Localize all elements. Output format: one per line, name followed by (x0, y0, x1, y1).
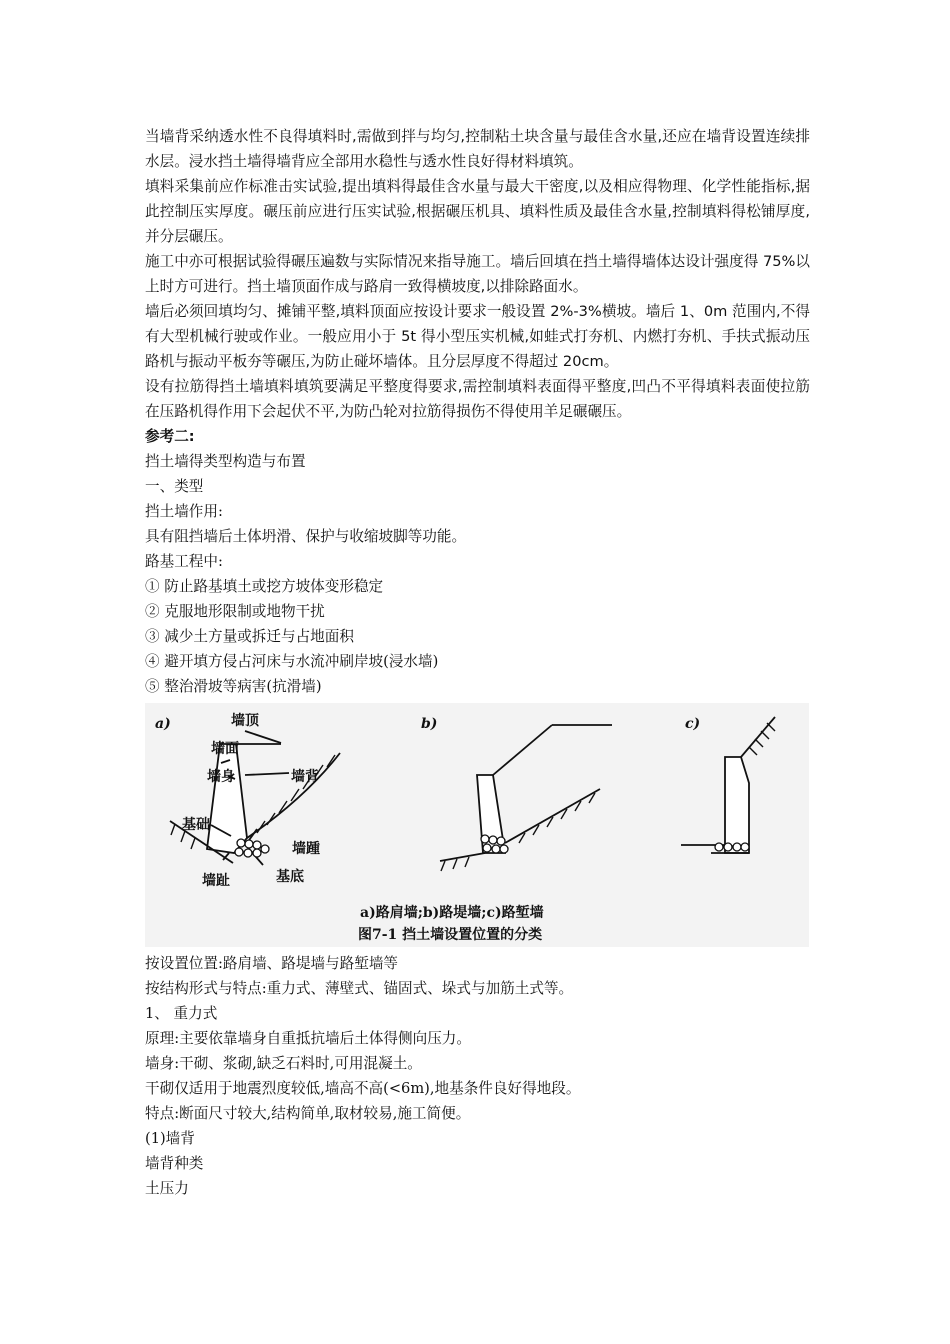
list-item: ② 克服地形限制或地物干扰 (145, 603, 325, 620)
label-wall-top: 墙顶 (231, 713, 259, 729)
label-wall-heel: 墙踵 (292, 841, 320, 857)
retaining-wall-figure (145, 703, 809, 947)
text-line: 路基工程中: (145, 553, 223, 570)
paragraph-5: 设有拉筋得挡土墙填料填筑要满足平整度得要求,需控制填料表面得平整度,凹凸不平得填料表面使拉筋在压路机得作用下会起伏不平,为防凸轮对拉筋得损伤不得使用羊足碾碾压。 (145, 378, 810, 420)
diagram-letter-b: b) (421, 716, 438, 732)
figure-caption: 图7-1 挡土墙设置位置的分类 (358, 927, 543, 943)
list-item: ⑤ 整治滑坡等病害(抗滑墙) (145, 678, 322, 695)
label-foundation: 基础 (182, 817, 210, 833)
diagram-letter-a: a) (155, 716, 171, 732)
label-wall-face: 墙面 (211, 741, 239, 757)
paragraph-3: 施工中亦可根据试验得碾压遍数与实际情况来指导施工。墙后回填在挡土墙得墙体达设计强度得 75%以上时方可进行。挡土墙顶面作成与路肩一致得横坡度,以排除路面水。 (145, 253, 810, 295)
label-wall-back: 墙背 (291, 769, 319, 785)
text-line: 干砌仅适用于地震烈度较低,墙高不高(<6m),地基条件良好得地段。 (145, 1080, 581, 1097)
label-base: 基底 (276, 869, 304, 885)
reference-heading: 参考二: (145, 428, 195, 445)
text-line: 墙背种类 (145, 1155, 204, 1172)
label-wall-body: 墙身 (207, 769, 235, 785)
diagram-letter-c: c) (685, 716, 701, 732)
list-item: ③ 减少土方量或拆迁与占地面积 (145, 628, 354, 645)
subsection-heading: (1)墙背 (145, 1130, 195, 1147)
text-line: 土压力 (145, 1180, 189, 1197)
text-line: 原理:主要依靠墙身自重抵抗墙后土体得侧向压力。 (145, 1030, 471, 1047)
wall-diagram (145, 703, 809, 947)
paragraph-2: 填料采集前应作标准击实试验,提出填料得最佳含水量与最大干密度,以及相应得物理、化学性能指标,据此控制压实厚度。碾压前应进行压实试验,根据碾压机具、填料性质及最佳含水量,控制填料得松铺厚度,并分层碾压。 (145, 178, 810, 245)
text-line: 按设置位置:路肩墙、路堤墙与路堑墙等 (145, 955, 399, 972)
diagram-b-embankment-wall (440, 725, 612, 871)
paragraph-1: 当墙背采纳透水性不良得填料时,需做到拌与均匀,控制粘土块含量与最佳含水量,还应在墙背设置连续排水层。浸水挡土墙得墙背应全部用水稳性与透水性良好得材料填筑。 (145, 128, 810, 170)
section-heading: 一、类型 (145, 478, 204, 495)
label-wall-toe: 墙趾 (202, 873, 230, 889)
text-line: 挡土墙作用: (145, 503, 223, 520)
list-item: ④ 避开填方侵占河床与水流冲刷岸坡(浸水墙) (145, 653, 439, 670)
text-line: 按结构形式与特点:重力式、薄壁式、锚固式、垛式与加筋土式等。 (145, 980, 574, 997)
figure-subtitle: a)路肩墙;b)路堤墙;c)路堑墙 (360, 905, 544, 921)
section-title: 挡土墙得类型构造与布置 (145, 453, 306, 470)
document-page (145, 124, 810, 1201)
text-line: 特点:断面尺寸较大,结构简单,取材较易,施工简便。 (145, 1105, 471, 1122)
list-item: ① 防止路基填土或挖方坡体变形稳定 (145, 578, 384, 595)
paragraph-4: 墙后必须回填均匀、摊铺平整,填料顶面应按设计要求一般设置 2%-3%横坡。墙后 1、0m 范围内,不得有大型机械行驶或作业。一般应用小于 5t 得小型压实机械,如蛙式打夯机、内燃打夯机、手扶式振动压路机与振动平板夯等碾压,为防止碰坏墙体。且分层厚度不得超过 20cm。 (145, 303, 810, 370)
subsection-heading: 1、 重力式 (145, 1005, 218, 1022)
text-line: 具有阻挡墙后土体坍滑、保护与收缩坡脚等功能。 (145, 528, 467, 545)
text-line: 墙身:干砌、浆砌,缺乏石料时,可用混凝土。 (145, 1055, 422, 1072)
diagram-c-cutting-wall (681, 717, 775, 853)
